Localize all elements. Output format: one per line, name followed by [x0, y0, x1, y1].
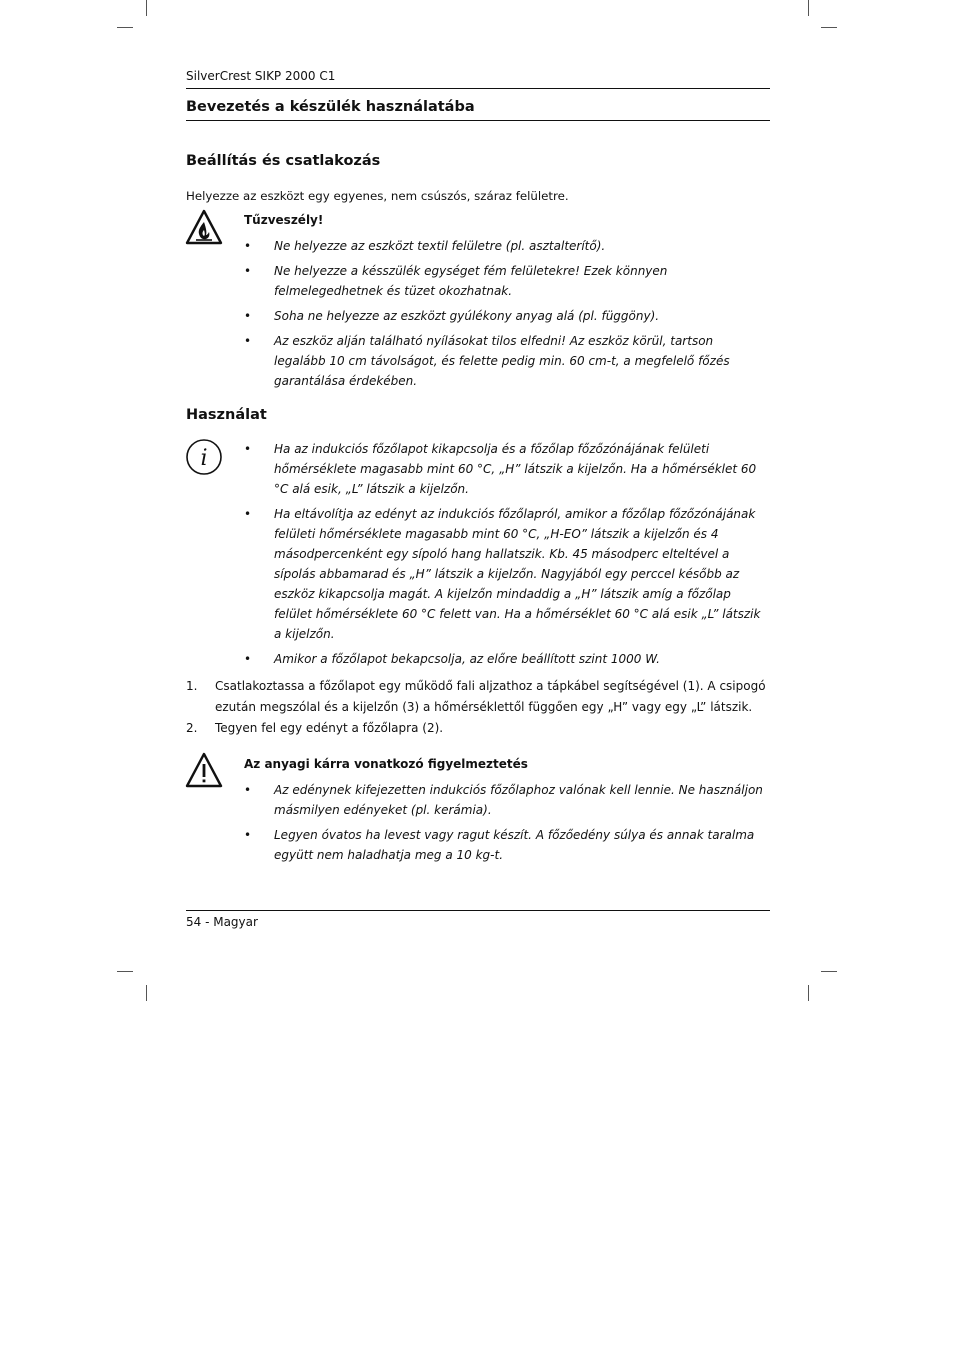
- list-item: • Ne helyezze az eszközt textil felületre (pl. asztalterítő).: [244, 236, 764, 256]
- list-item: • Ha az indukciós főzőlapot kikapcsolja és a főzőlap főzőzónájának felületi hőmérséklete magasabb mint 60 °C, „H” látszik a kijelzőn. Ha a hőmérséklet 60 °C alá esik, „L” látszik a kijelzőn.: [244, 439, 764, 499]
- list-item: • Az eszköz alján található nyílásokat tilos elfedni! Az eszköz körül, tartson legalább 10 cm távolságot, és felette pedig min. 60 cm-t, a megfelelő főzés garantálása érdekében.: [244, 331, 764, 391]
- fire-hazard-icon: [185, 209, 223, 249]
- crop-mark: [117, 27, 133, 28]
- list-item: • Ne helyezze a késszülék egységet fém felületekre! Ezek könnyen felmelegedhetnek és tüzet okozhatnak.: [244, 261, 764, 301]
- bullet: •: [244, 239, 252, 253]
- bullet: •: [244, 828, 252, 842]
- crop-mark: [146, 0, 147, 16]
- list-item: • Amikor a főzőlapot bekapcsolja, az előre beállított szint 1000 W.: [244, 649, 764, 669]
- damage-warning-title: Az anyagi kárra vonatkozó figyelmeztetés: [244, 757, 528, 771]
- bullet: •: [244, 507, 252, 521]
- chapter-title: Bevezetés a készülék használatába: [186, 99, 475, 115]
- running-header: SilverCrest SIKP 2000 C1: [186, 69, 336, 83]
- svg-text:i: i: [200, 446, 208, 471]
- step-item: 2. Tegyen fel egy edényt a főzőlapra (2).: [186, 718, 766, 739]
- footer-rule: [186, 910, 770, 911]
- usage-heading: Használat: [186, 407, 267, 423]
- bullet: •: [244, 309, 252, 323]
- list-item: • Az edénynek kifejezetten indukciós főzőlaphoz valónak kell lennie. Ne használjon másmilyen edényeket (pl. kerámia).: [244, 780, 764, 820]
- step-number: 2.: [186, 721, 198, 735]
- list-item: • Legyen óvatos ha levest vagy ragut készít. A főzőedény súlya és annak taralma együtt nem haladhatja meg a 10 kg-t.: [244, 825, 764, 865]
- list-item: • Ha eltávolítja az edényt az indukciós főzőlapról, amikor a főzőlap főzőzónájának felületi hőmérséklete magasabb mint 60 °C, „H-EO” látszik a kijelzőn és 4 másodpercenként egy sípoló hang hallatszik. Kb. 45 másodperc elteltével a sípolás abbamarad és „H” látszik a kijelzőn. Nagyjából egy perccel később az eszköz kikapcsolja magát. A kijelzőn mindaddig a „H” látszik amíg a főzőlap felület hőmérséklete 60 °C felett van. Ha a hőmérséklet 60 °C alá esik „L” látszik a kijelzőn.: [244, 504, 764, 644]
- steps-list: [186, 676, 766, 739]
- info-list: [244, 439, 764, 674]
- setup-intro: Helyezze az eszközt egy egyenes, nem csúszós, száraz felületre.: [186, 189, 569, 203]
- warning-triangle-icon: [185, 752, 223, 792]
- fire-warning-list: [244, 236, 764, 396]
- bullet: •: [244, 783, 252, 797]
- info-icon: [185, 438, 223, 480]
- bullet: •: [244, 334, 252, 348]
- crop-mark: [821, 27, 837, 28]
- header-rule: [186, 88, 770, 89]
- crop-mark: [808, 985, 809, 1001]
- page-footer: 54 - Magyar: [186, 915, 258, 929]
- bullet: •: [244, 264, 252, 278]
- chapter-rule: [186, 120, 770, 121]
- bullet: •: [244, 652, 252, 666]
- crop-mark: [821, 971, 837, 972]
- step-item: 1. Csatlakoztassa a főzőlapot egy működő fali aljzathoz a tápkábel segítségével (1). A csipogó ezután megszólal és a kijelzőn (3) a hőmérséklettől függően egy „H” vagy egy „L” látszik.: [186, 676, 766, 718]
- crop-mark: [808, 0, 809, 16]
- step-number: 1.: [186, 679, 198, 693]
- crop-mark: [117, 971, 133, 972]
- crop-mark: [146, 985, 147, 1001]
- fire-warning-title: Tűzveszély!: [244, 213, 324, 227]
- setup-heading: Beállítás és csatlakozás: [186, 153, 381, 169]
- damage-warning-list: [244, 780, 764, 870]
- bullet: •: [244, 442, 252, 456]
- list-item: • Soha ne helyezze az eszközt gyúlékony anyag alá (pl. függöny).: [244, 306, 764, 326]
